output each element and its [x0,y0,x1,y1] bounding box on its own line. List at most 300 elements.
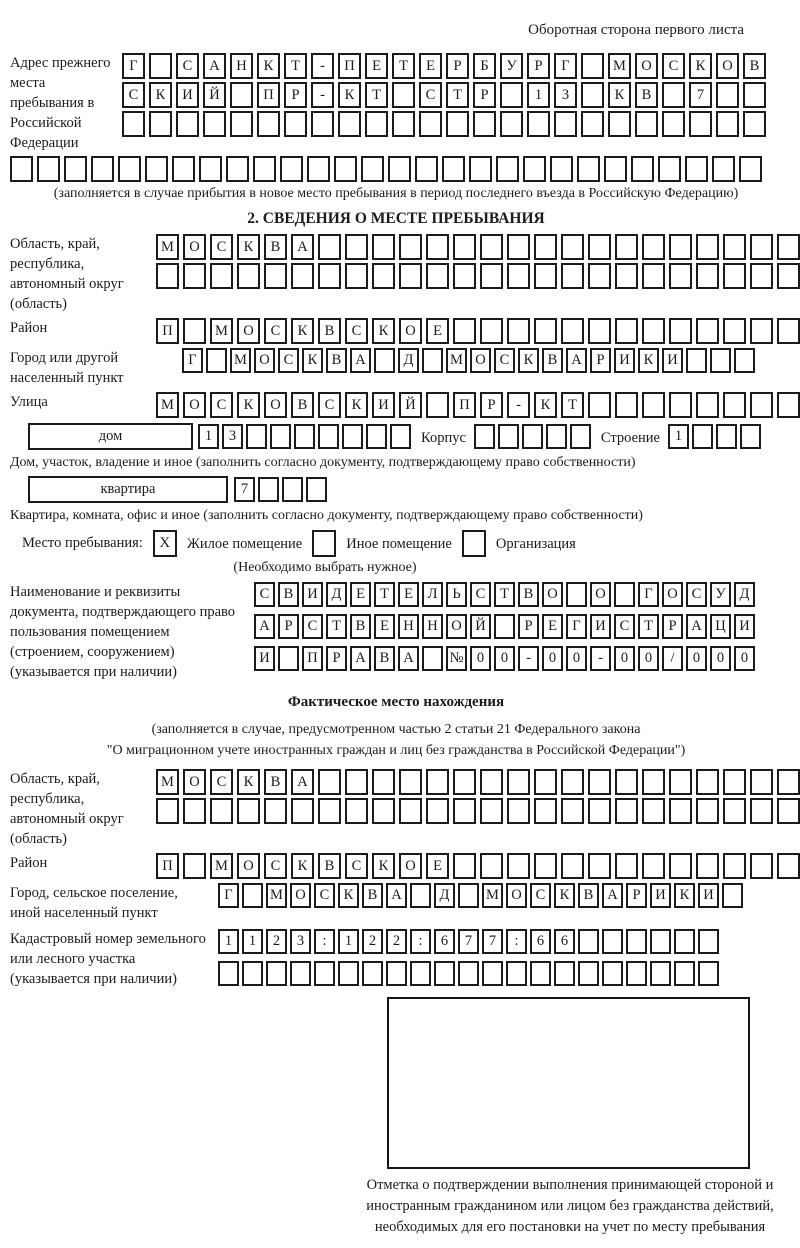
char-box[interactable]: Р [284,82,307,108]
char-box[interactable] [206,348,227,373]
char-box[interactable]: А [686,614,707,639]
char-box[interactable]: А [398,646,419,671]
char-box[interactable] [698,929,719,954]
char-box[interactable]: Д [434,883,455,908]
char-box[interactable] [453,234,476,260]
char-box[interactable]: К [554,883,575,908]
char-box[interactable]: С [264,318,287,344]
char-box[interactable] [480,234,503,260]
char-box[interactable] [390,424,411,449]
char-box[interactable]: С [614,614,635,639]
char-box[interactable] [615,234,638,260]
char-box[interactable] [203,111,226,137]
char-box[interactable]: К [237,769,260,795]
char-box[interactable] [522,424,543,449]
char-box[interactable]: Г [566,614,587,639]
char-box[interactable] [172,156,195,182]
char-box[interactable]: Е [365,53,388,79]
char-box[interactable] [426,769,449,795]
char-box[interactable]: - [590,646,611,671]
char-box[interactable]: М [156,234,179,260]
char-box[interactable]: 0 [542,646,563,671]
char-box[interactable]: Е [426,318,449,344]
char-box[interactable]: О [506,883,527,908]
char-box[interactable] [183,798,206,824]
char-box[interactable] [237,263,260,289]
char-box[interactable] [480,853,503,879]
char-box[interactable] [608,111,631,137]
char-box[interactable] [635,111,658,137]
char-box[interactable]: С [662,53,685,79]
char-box[interactable]: Л [422,582,443,607]
char-box[interactable]: О [290,883,311,908]
char-box[interactable] [258,477,279,502]
char-box[interactable]: У [500,53,523,79]
char-box[interactable] [750,263,773,289]
char-box[interactable]: Й [203,82,226,108]
char-box[interactable]: С [419,82,442,108]
char-box[interactable] [446,111,469,137]
char-box[interactable] [453,853,476,879]
char-box[interactable] [458,883,479,908]
char-box[interactable] [750,392,773,418]
char-box[interactable] [561,263,584,289]
checkbox-residential[interactable]: X [153,530,177,557]
char-box[interactable]: В [374,646,395,671]
char-box[interactable]: К [237,234,260,260]
char-box[interactable] [294,424,315,449]
char-box[interactable]: И [302,582,323,607]
char-box[interactable]: М [266,883,287,908]
char-box[interactable] [566,582,587,607]
char-box[interactable] [642,318,665,344]
char-box[interactable] [415,156,438,182]
char-box[interactable] [453,263,476,289]
char-box[interactable]: В [350,614,371,639]
char-box[interactable] [527,111,550,137]
char-box[interactable] [669,769,692,795]
char-box[interactable]: Р [278,614,299,639]
char-box[interactable]: В [518,582,539,607]
char-box[interactable] [311,111,334,137]
char-box[interactable]: О [399,853,422,879]
char-box[interactable] [374,348,395,373]
char-box[interactable]: Й [399,392,422,418]
char-box[interactable] [561,318,584,344]
char-box[interactable] [642,769,665,795]
char-box[interactable]: С [302,614,323,639]
char-box[interactable]: О [183,234,206,260]
char-box[interactable] [534,318,557,344]
char-box[interactable] [669,853,692,879]
char-box[interactable]: В [578,883,599,908]
char-box[interactable]: С [470,582,491,607]
char-box[interactable] [750,318,773,344]
char-box[interactable]: Ц [710,614,731,639]
char-box[interactable]: 6 [554,929,575,954]
char-box[interactable]: К [534,392,557,418]
char-box[interactable] [246,424,267,449]
char-box[interactable] [750,769,773,795]
char-box[interactable] [674,929,695,954]
char-box[interactable]: С [210,234,233,260]
char-box[interactable] [480,263,503,289]
char-box[interactable] [777,769,800,795]
char-box[interactable] [743,111,766,137]
char-box[interactable] [257,111,280,137]
char-box[interactable]: В [278,582,299,607]
char-box[interactable]: 3 [554,82,577,108]
char-box[interactable] [64,156,87,182]
char-box[interactable]: К [149,82,172,108]
char-box[interactable]: Г [122,53,145,79]
char-box[interactable]: С [176,53,199,79]
char-box[interactable]: И [734,614,755,639]
char-box[interactable] [318,263,341,289]
char-box[interactable] [588,853,611,879]
char-box[interactable] [392,111,415,137]
char-box[interactable] [716,424,737,449]
char-box[interactable] [264,798,287,824]
char-box[interactable] [662,82,685,108]
char-box[interactable] [410,961,431,986]
char-box[interactable]: К [291,318,314,344]
char-box[interactable] [183,853,206,879]
char-box[interactable] [561,798,584,824]
char-box[interactable] [602,961,623,986]
char-box[interactable] [507,234,530,260]
char-box[interactable]: 0 [566,646,587,671]
char-box[interactable]: Р [527,53,550,79]
char-box[interactable] [740,424,761,449]
char-box[interactable]: - [518,646,539,671]
char-box[interactable]: М [156,769,179,795]
char-box[interactable]: О [237,853,260,879]
char-box[interactable]: № [446,646,467,671]
char-box[interactable] [723,318,746,344]
char-box[interactable]: С [264,853,287,879]
char-box[interactable]: М [230,348,251,373]
char-box[interactable] [226,156,249,182]
char-box[interactable] [615,798,638,824]
char-box[interactable]: С [210,769,233,795]
char-box[interactable] [588,263,611,289]
char-box[interactable]: 1 [218,929,239,954]
char-box[interactable] [642,853,665,879]
char-box[interactable] [723,769,746,795]
char-box[interactable] [534,798,557,824]
char-box[interactable]: А [350,646,371,671]
char-box[interactable] [723,392,746,418]
char-box[interactable]: В [264,769,287,795]
char-box[interactable] [284,111,307,137]
char-box[interactable]: О [590,582,611,607]
char-box[interactable] [777,234,800,260]
char-box[interactable]: Г [554,53,577,79]
char-box[interactable]: В [542,348,563,373]
char-box[interactable] [739,156,762,182]
char-box[interactable]: Т [374,582,395,607]
char-box[interactable]: Н [398,614,419,639]
char-box[interactable]: П [257,82,280,108]
char-box[interactable] [291,263,314,289]
char-box[interactable]: - [507,392,530,418]
char-box[interactable] [388,156,411,182]
char-box[interactable] [156,263,179,289]
char-box[interactable] [434,961,455,986]
char-box[interactable] [210,798,233,824]
char-box[interactable]: М [608,53,631,79]
char-box[interactable] [118,156,141,182]
char-box[interactable] [291,798,314,824]
char-box[interactable] [494,614,515,639]
char-box[interactable]: : [506,929,527,954]
char-box[interactable]: 1 [338,929,359,954]
char-box[interactable]: А [254,614,275,639]
char-box[interactable] [149,111,172,137]
char-box[interactable]: Р [626,883,647,908]
char-box[interactable] [554,961,575,986]
char-box[interactable] [410,883,431,908]
char-box[interactable] [588,234,611,260]
char-box[interactable] [696,318,719,344]
char-box[interactable]: М [210,853,233,879]
char-box[interactable] [345,798,368,824]
char-box[interactable]: Н [230,53,253,79]
char-box[interactable]: Г [638,582,659,607]
char-box[interactable]: Р [473,82,496,108]
char-box[interactable]: О [264,392,287,418]
char-box[interactable] [306,477,327,502]
char-box[interactable]: В [362,883,383,908]
char-box[interactable]: В [743,53,766,79]
char-box[interactable] [345,234,368,260]
char-box[interactable]: 0 [494,646,515,671]
char-box[interactable] [534,853,557,879]
char-box[interactable]: В [318,853,341,879]
char-box[interactable] [534,234,557,260]
char-box[interactable] [365,111,388,137]
char-box[interactable]: О [446,614,467,639]
char-box[interactable] [669,234,692,260]
char-box[interactable]: К [608,82,631,108]
char-box[interactable]: П [156,318,179,344]
char-box[interactable] [156,798,179,824]
char-box[interactable]: Ь [446,582,467,607]
char-box[interactable] [696,234,719,260]
char-box[interactable]: Т [638,614,659,639]
char-box[interactable] [530,961,551,986]
char-box[interactable]: / [662,646,683,671]
char-box[interactable] [480,318,503,344]
char-box[interactable]: Т [392,53,415,79]
char-box[interactable]: В [291,392,314,418]
char-box[interactable] [642,234,665,260]
char-box[interactable] [723,853,746,879]
char-box[interactable]: И [590,614,611,639]
char-box[interactable] [278,646,299,671]
char-box[interactable]: С [314,883,335,908]
char-box[interactable] [242,883,263,908]
char-box[interactable] [570,424,591,449]
char-box[interactable]: О [542,582,563,607]
char-box[interactable] [372,798,395,824]
char-box[interactable]: И [176,82,199,108]
char-box[interactable] [422,646,443,671]
char-box[interactable] [506,961,527,986]
char-box[interactable]: В [318,318,341,344]
char-box[interactable]: 1 [242,929,263,954]
char-box[interactable] [498,424,519,449]
char-box[interactable] [626,929,647,954]
char-box[interactable]: М [446,348,467,373]
char-box[interactable] [122,111,145,137]
char-box[interactable] [614,582,635,607]
char-box[interactable] [482,961,503,986]
char-box[interactable]: О [183,769,206,795]
char-box[interactable] [361,156,384,182]
char-box[interactable]: И [698,883,719,908]
char-box[interactable] [669,318,692,344]
char-box[interactable]: Т [561,392,584,418]
char-box[interactable] [777,798,800,824]
char-box[interactable]: К [689,53,712,79]
char-box[interactable]: К [638,348,659,373]
char-box[interactable]: М [482,883,503,908]
char-box[interactable]: И [372,392,395,418]
char-box[interactable] [777,392,800,418]
char-box[interactable] [500,82,523,108]
char-box[interactable] [473,111,496,137]
char-box[interactable] [777,853,800,879]
char-box[interactable] [546,424,567,449]
char-box[interactable] [685,156,708,182]
char-box[interactable] [318,424,339,449]
char-box[interactable] [237,798,260,824]
char-box[interactable] [210,263,233,289]
char-box[interactable] [469,156,492,182]
char-box[interactable] [686,348,707,373]
char-box[interactable] [507,798,530,824]
char-box[interactable] [426,234,449,260]
char-box[interactable]: Т [494,582,515,607]
char-box[interactable]: Р [590,348,611,373]
char-box[interactable] [696,798,719,824]
char-box[interactable] [507,769,530,795]
char-box[interactable] [290,961,311,986]
char-box[interactable]: С [686,582,707,607]
char-box[interactable] [615,392,638,418]
char-box[interactable]: О [254,348,275,373]
char-box[interactable] [230,111,253,137]
char-box[interactable]: П [338,53,361,79]
char-box[interactable]: К [518,348,539,373]
char-box[interactable] [458,961,479,986]
char-box[interactable] [696,392,719,418]
char-box[interactable] [37,156,60,182]
char-box[interactable] [710,348,731,373]
char-box[interactable] [716,111,739,137]
char-box[interactable] [692,424,713,449]
char-box[interactable]: А [350,348,371,373]
char-box[interactable]: Б [473,53,496,79]
char-box[interactable] [507,318,530,344]
char-box[interactable] [264,263,287,289]
char-box[interactable] [689,111,712,137]
char-box[interactable] [91,156,114,182]
char-box[interactable] [422,348,443,373]
char-box[interactable] [750,853,773,879]
char-box[interactable] [723,263,746,289]
char-box[interactable] [588,318,611,344]
char-box[interactable]: С [494,348,515,373]
char-box[interactable] [399,234,422,260]
char-box[interactable] [669,798,692,824]
char-box[interactable] [266,961,287,986]
char-box[interactable] [523,156,546,182]
char-box[interactable]: К [345,392,368,418]
char-box[interactable]: Е [350,582,371,607]
char-box[interactable]: В [264,234,287,260]
char-box[interactable]: Д [398,348,419,373]
char-box[interactable]: С [318,392,341,418]
char-box[interactable] [426,263,449,289]
char-box[interactable]: - [311,53,334,79]
char-box[interactable]: О [237,318,260,344]
char-box[interactable]: 7 [458,929,479,954]
char-box[interactable]: Г [182,348,203,373]
char-box[interactable]: И [662,348,683,373]
char-box[interactable] [345,263,368,289]
char-box[interactable] [669,263,692,289]
char-box[interactable]: О [470,348,491,373]
char-box[interactable] [658,156,681,182]
char-box[interactable]: К [291,853,314,879]
char-box[interactable] [712,156,735,182]
char-box[interactable] [145,156,168,182]
char-box[interactable] [602,929,623,954]
char-box[interactable] [399,798,422,824]
char-box[interactable] [588,798,611,824]
char-box[interactable] [507,263,530,289]
char-box[interactable]: С [210,392,233,418]
char-box[interactable] [345,769,368,795]
char-box[interactable]: О [399,318,422,344]
char-box[interactable] [507,853,530,879]
char-box[interactable]: 0 [638,646,659,671]
char-box[interactable] [242,961,263,986]
char-box[interactable]: Е [542,614,563,639]
char-box[interactable]: Д [326,582,347,607]
char-box[interactable] [453,798,476,824]
char-box[interactable]: 0 [686,646,707,671]
char-box[interactable]: 7 [234,477,255,502]
char-box[interactable] [199,156,222,182]
char-box[interactable]: Н [422,614,443,639]
char-box[interactable]: Т [326,614,347,639]
char-box[interactable] [338,111,361,137]
char-box[interactable] [631,156,654,182]
char-box[interactable] [282,477,303,502]
char-box[interactable] [650,929,671,954]
char-box[interactable] [716,82,739,108]
char-box[interactable]: 0 [614,646,635,671]
char-box[interactable] [581,82,604,108]
char-box[interactable]: 7 [482,929,503,954]
char-box[interactable] [386,961,407,986]
char-box[interactable]: Р [518,614,539,639]
char-box[interactable] [362,961,383,986]
